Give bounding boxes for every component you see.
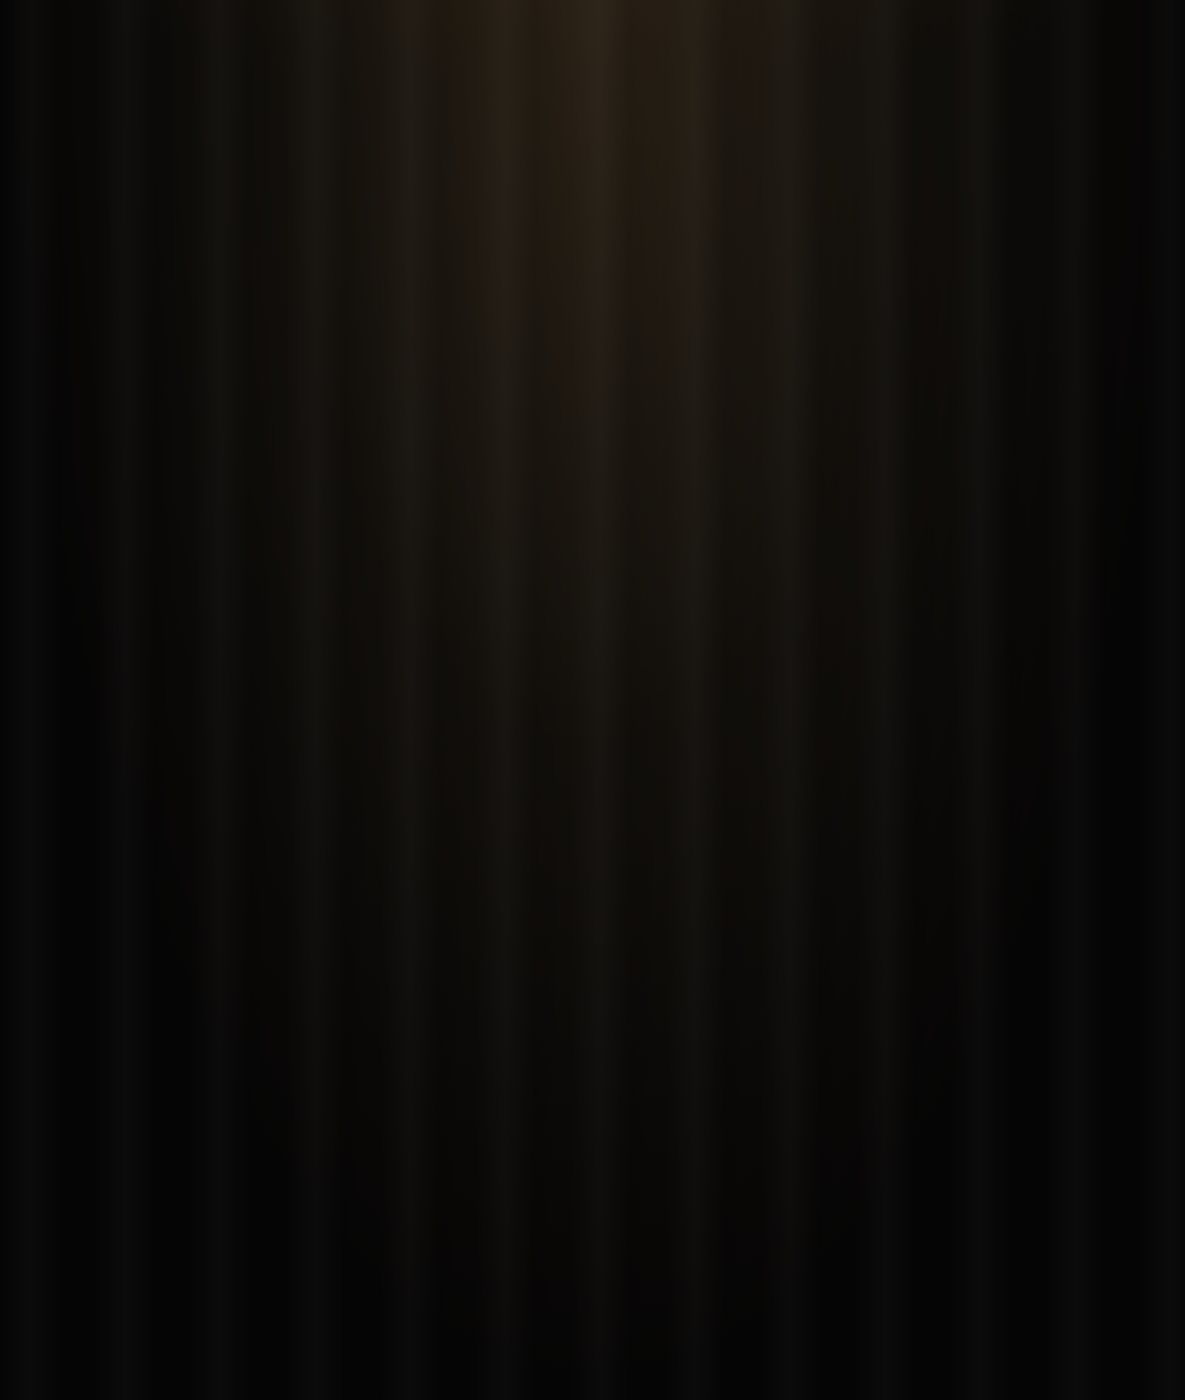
top-mandala-ornament bbox=[0, 0, 1185, 300]
side-mandala-lower bbox=[968, 830, 1118, 980]
side-mandala-medium bbox=[837, 670, 981, 814]
side-mandala-large bbox=[925, 413, 1155, 643]
